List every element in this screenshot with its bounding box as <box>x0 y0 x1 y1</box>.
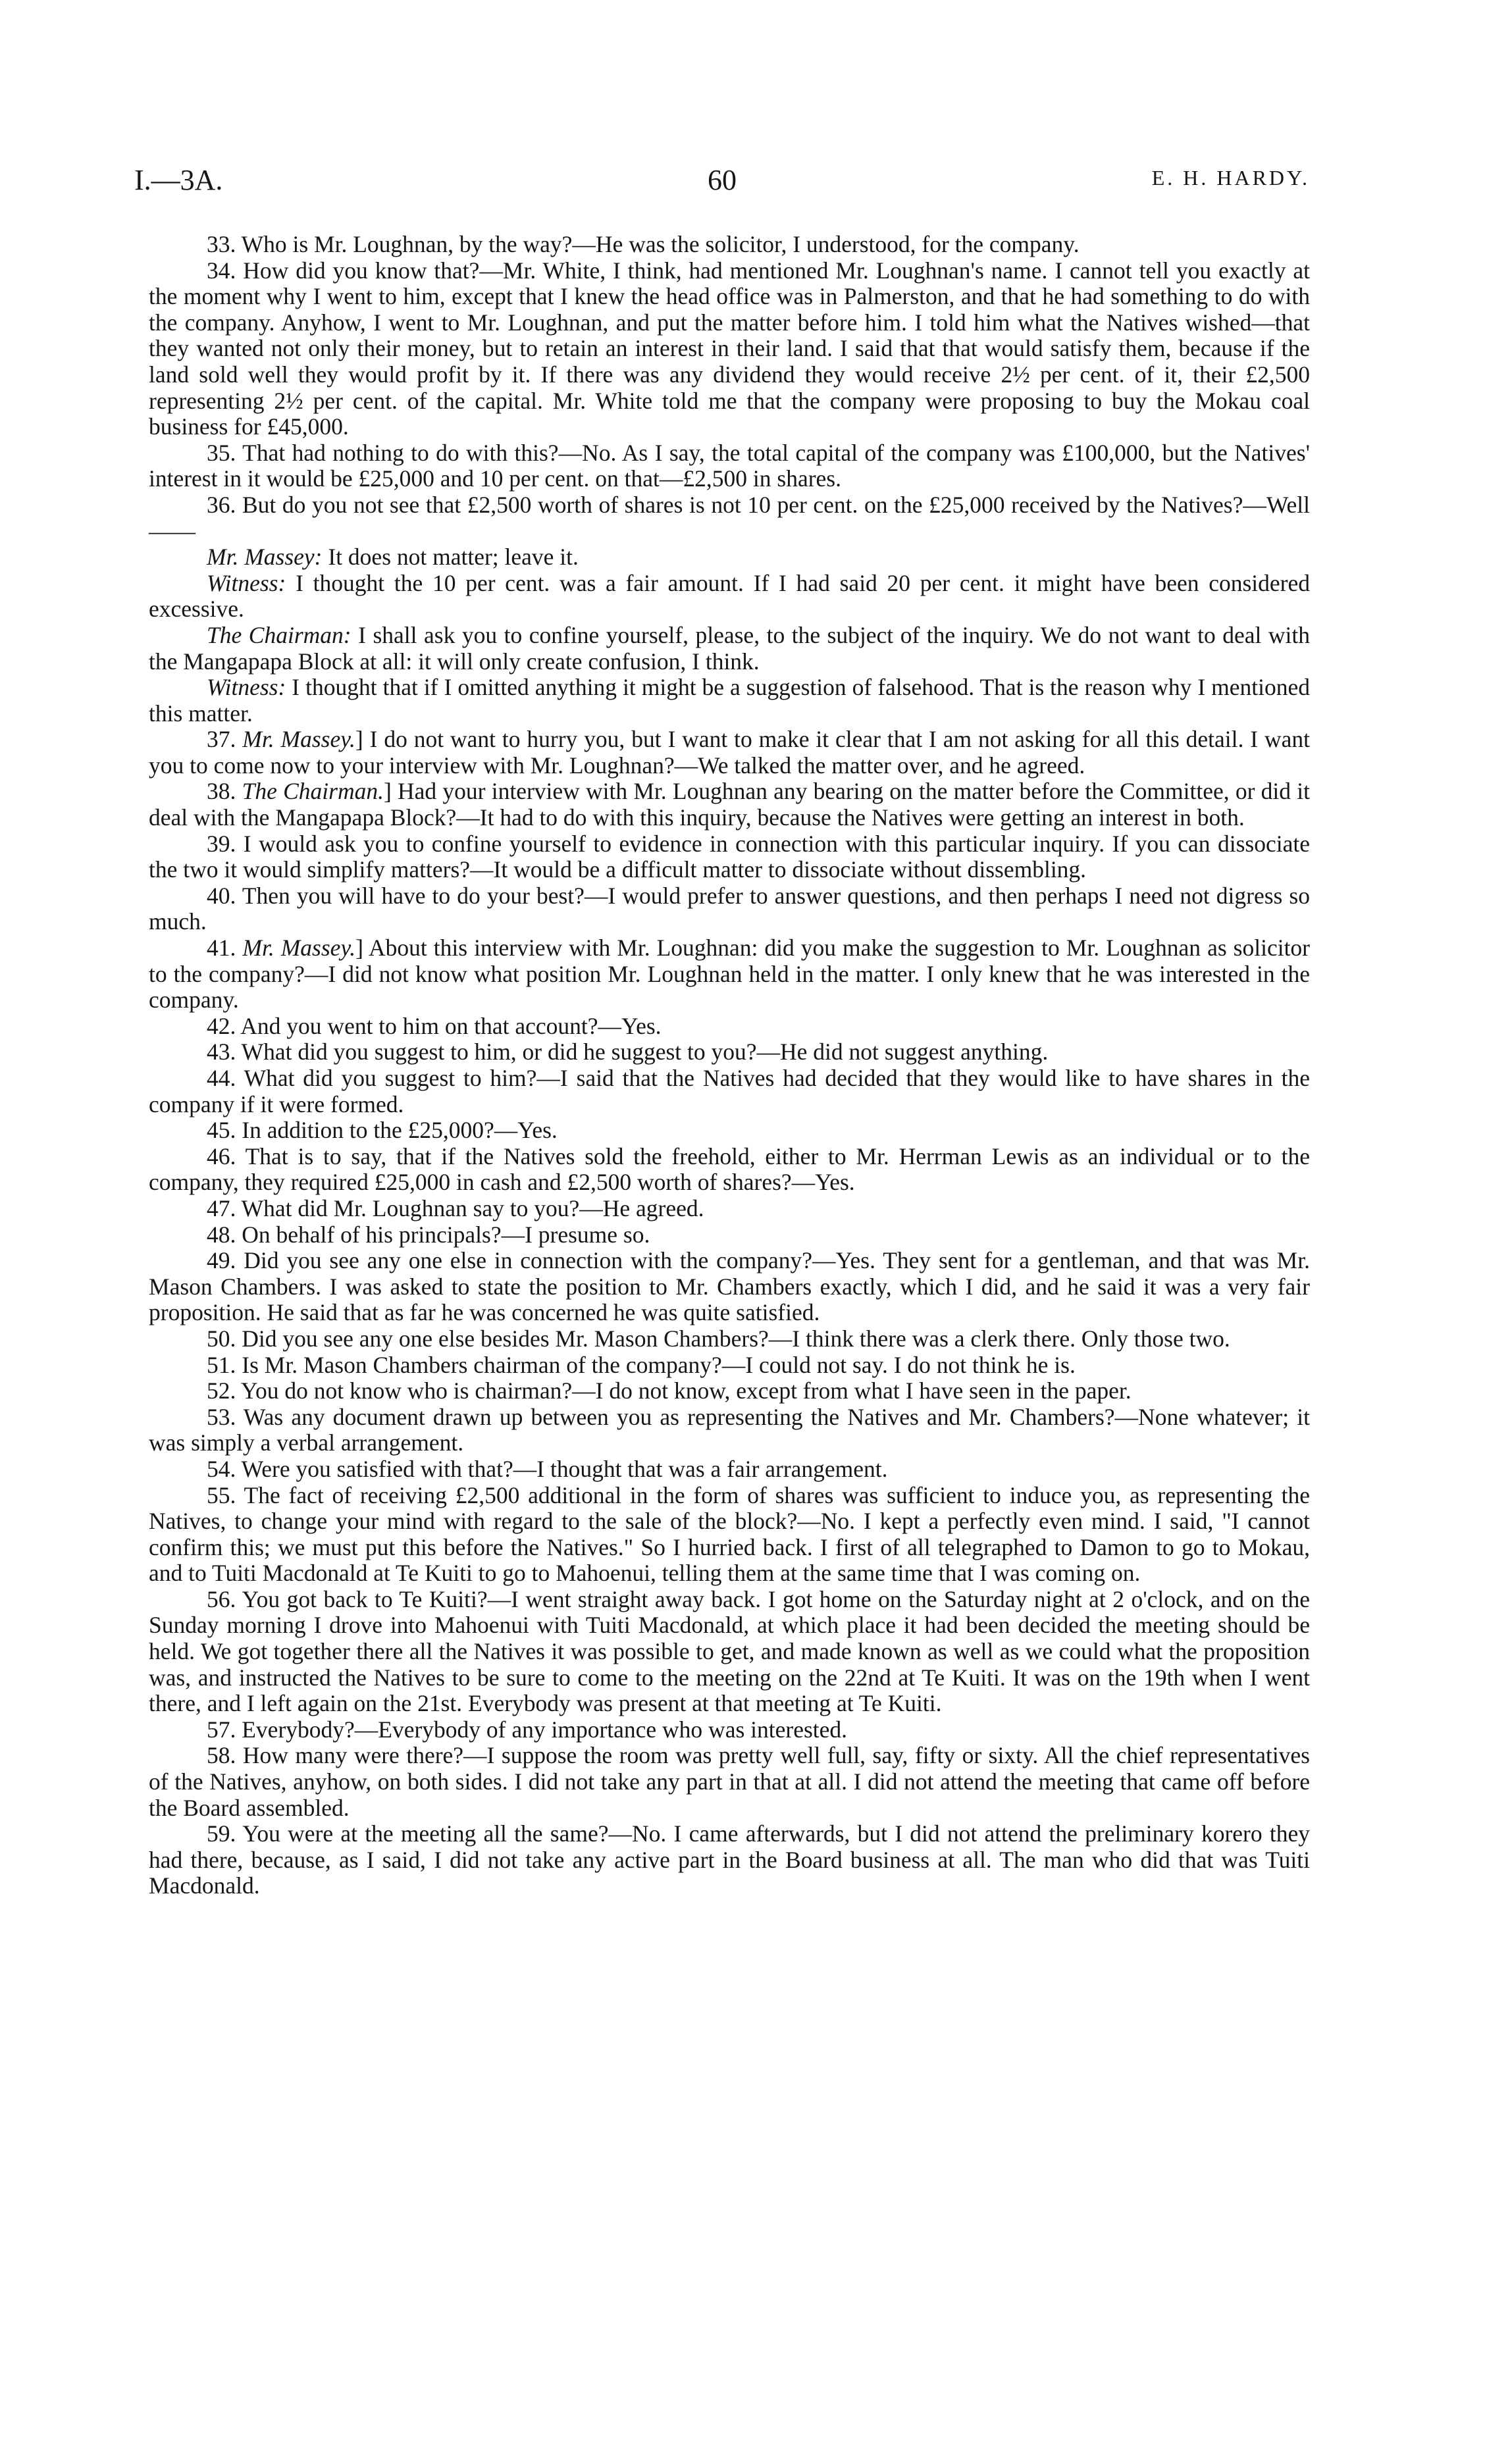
paragraph-number: 38. <box>207 778 242 805</box>
section-reference: I.—3A. <box>134 164 223 196</box>
statement-chairman <box>149 623 1310 675</box>
paragraph-50: 50. Did you see any one else besides Mr. Mason Chambers?—I think there was a clerk there. Only those two. <box>207 1325 1230 1352</box>
speaker-label: Mr. Massey: <box>207 544 323 571</box>
paragraph-43: 43. What did you suggest to him, or did he suggest to you?—He did not suggest anything. <box>207 1039 1049 1065</box>
paragraph-42: 42. And you went to him on that account?—Yes. <box>207 1012 662 1039</box>
paragraph-text: ] About this interview with Mr. Loughnan: did you make the suggestion to Mr. Loughnan as solicitor to the company?—I did not know what position Mr. Loughnan held in the matter. I only knew that he was interested in the company. <box>149 935 1311 1014</box>
paragraph-37 <box>149 727 1310 779</box>
paragraph-53: 53. Was any document drawn up between you as representing the Natives and Mr. Chambers?—None whatever; it was simply a verbal arrangement. <box>149 1403 1310 1456</box>
paragraph-56: 56. You got back to Te Kuiti?—I went straight away back. I got home on the Saturday night at 2 o'clock, and on the Sunday morning I drove into Mahoenui with Tuiti Macdonald, at which place it had been decided the meeting should be held. We got together there all the Natives it was possible to get, and made known as well as we could what the proposition was, and instructed the Natives to be sure to come to the meeting on the 22nd at Te Kuiti. It was on the 19th when I went there, and I left again on the 21st. Everybody was present at that meeting at Te Kuiti. <box>149 1585 1310 1717</box>
paragraph-33: 33. Who is Mr. Loughnan, by the way?—He was the solicitor, I understood, for the company. <box>207 231 1080 257</box>
paragraph-55: 55. The fact of receiving £2,500 additional in the form of shares was sufficient to induce you, as representing the Natives, to change your mind with regard to the sale of the block?—No. I kept a perfectly even mind. I said, "I cannot confirm this; we must put this before the Natives." So I hurried back. I first of all telegraphed to Damon to go to Mokau, and to Tuiti Macdonald at Te Kuiti to go to Mahoenui, telling them at the same time that I was coming on. <box>149 1481 1310 1587</box>
paragraph-38 <box>149 779 1310 831</box>
paragraph-47: 47. What did Mr. Loughnan say to you?—He agreed. <box>207 1194 704 1221</box>
paragraph-text: ] I do not want to hurry you, but I want to make it clear that I am not asking for all this detail. I want you to come now to your interview with Mr. Loughnan?—We talked the matter over, and he agreed. <box>149 726 1311 779</box>
paragraph-number: 37. <box>207 726 243 753</box>
paragraph-52: 52. You do not know who is chairman?—I do not know, except from what I have seen in the paper. <box>207 1377 1132 1404</box>
statement-massey <box>149 544 1310 571</box>
speaker-label: Mr. Massey. <box>242 935 356 962</box>
paragraph-46: 46. That is to say, that if the Natives sold the freehold, either to Mr. Herrman Lewis as an individual or to the company, they required £25,000 in cash and £2,500 worth of shares?—Yes. <box>149 1142 1310 1196</box>
paragraph-54: 54. Were you satisfied with that?—I thought that was a fair arrangement. <box>207 1455 888 1482</box>
paragraph-34: 34. How did you know that?—Mr. White, I think, had mentioned Mr. Loughnan's name. I cannot tell you exactly at the moment why I went to him, except that I knew the head office was in Palmerston, and that he had something to do with the company. Anyhow, I went to Mr. Loughnan, and put the matter before him. I told him what the Natives wished—that they wanted not only their money, but to retain an interest in their land. I said that that would satisfy them, because if the land sold well they would profit by it. If there was any dividend they would receive 2½ per cent. of it, their £2,500 representing 2½ per cent. of the capital. Mr. White told me that the company were proposing to buy the Mokau coal business for £45,000. <box>149 257 1310 440</box>
witness-name: E. H. HARDY. <box>1151 166 1310 190</box>
paragraph-40: 40. Then you will have to do your best?—I would prefer to answer questions, and then perhaps I need not digress so much. <box>149 882 1310 935</box>
paragraph-36: 36. But do you not see that £2,500 worth of shares is not 10 per cent. on the £25,000 received by the Natives?—Well—— <box>149 491 1310 544</box>
paragraph-59: 59. You were at the meeting all the same?—No. I came afterwards, but I did not attend the preliminary korero they had there, because, as I said, I did not take any active part in the Board business at all. The man who did that was Tuiti Macdonald. <box>149 1820 1310 1899</box>
statement-text: I thought the 10 per cent. was a fair amount. If I had said 20 per cent. it might have been considered excessive. <box>149 569 1310 623</box>
paragraph-45: 45. In addition to the £25,000?—Yes. <box>207 1117 558 1144</box>
speaker-label: The Chairman: <box>207 621 352 648</box>
paragraph-58: 58. How many were there?—I suppose the room was pretty well full, say, fifty or sixty. All the chief representatives of the Natives, anyhow, on both sides. I did not take any part in that at all. I did not attend the meeting that came off before the Board assembled. <box>149 1742 1310 1821</box>
paragraph-39: 39. I would ask you to confine yourself to evidence in connection with this particular inquiry. If you can dissociate the two it would simplify matters?—It would be a difficult matter to dissociate without dissembling. <box>149 830 1310 883</box>
speaker-label: Mr. Massey. <box>242 726 355 753</box>
paragraph-51: 51. Is Mr. Mason Chambers chairman of the company?—I could not say. I do not think he is. <box>207 1351 1076 1378</box>
page-header <box>134 163 1310 203</box>
paragraph-44: 44. What did you suggest to him?—I said that the Natives had decided that they would like to have shares in the company if it were formed. <box>149 1065 1310 1117</box>
paragraph-48: 48. On behalf of his principals?—I presume so. <box>207 1221 650 1248</box>
statement-text: I thought that if I omitted anything it might be a suggestion of falsehood. That is the reason why I mentioned this matter. <box>149 674 1310 727</box>
testimony-body <box>149 232 1310 1899</box>
paragraph-number: 41. <box>207 935 243 962</box>
speaker-label: Witness: <box>207 569 286 596</box>
paragraph-49: 49. Did you see any one else in connection with the company?—Yes. They sent for a gentleman, and that was Mr. Mason Chambers. I was asked to state the position to Mr. Chambers exactly, which I did, and he said it was a very fair proposition. He said that as far he was concerned he was quite satisfied. <box>149 1247 1310 1326</box>
speaker-label: Witness: <box>207 674 286 701</box>
statement-text: It does not matter; leave it. <box>322 544 579 571</box>
statement-text: I shall ask you to confine yourself, please, to the subject of the inquiry. We do not want to deal with the Mangapapa Block at all: it will only create confusion, I think. <box>149 621 1310 675</box>
speaker-label: The Chairman. <box>242 778 384 805</box>
statement-witness <box>149 571 1310 623</box>
paragraph-57: 57. Everybody?—Everybody of any importance who was interested. <box>207 1716 848 1743</box>
paragraph-35: 35. That had nothing to do with this?—No. As I say, the total capital of the company was £100,000, but the Natives' interest in it would be £25,000 and 10 per cent. on that—£2,500 in shares. <box>149 439 1310 492</box>
paragraph-text: ] Had your interview with Mr. Loughnan any bearing on the matter before the Committee, or did it deal with the Mangapapa Block?—It had to do with this inquiry, because the Natives were getting an interest in both. <box>149 778 1311 831</box>
paragraph-41 <box>149 935 1310 1014</box>
page-number: 60 <box>708 164 737 196</box>
statement-witness <box>149 675 1310 727</box>
